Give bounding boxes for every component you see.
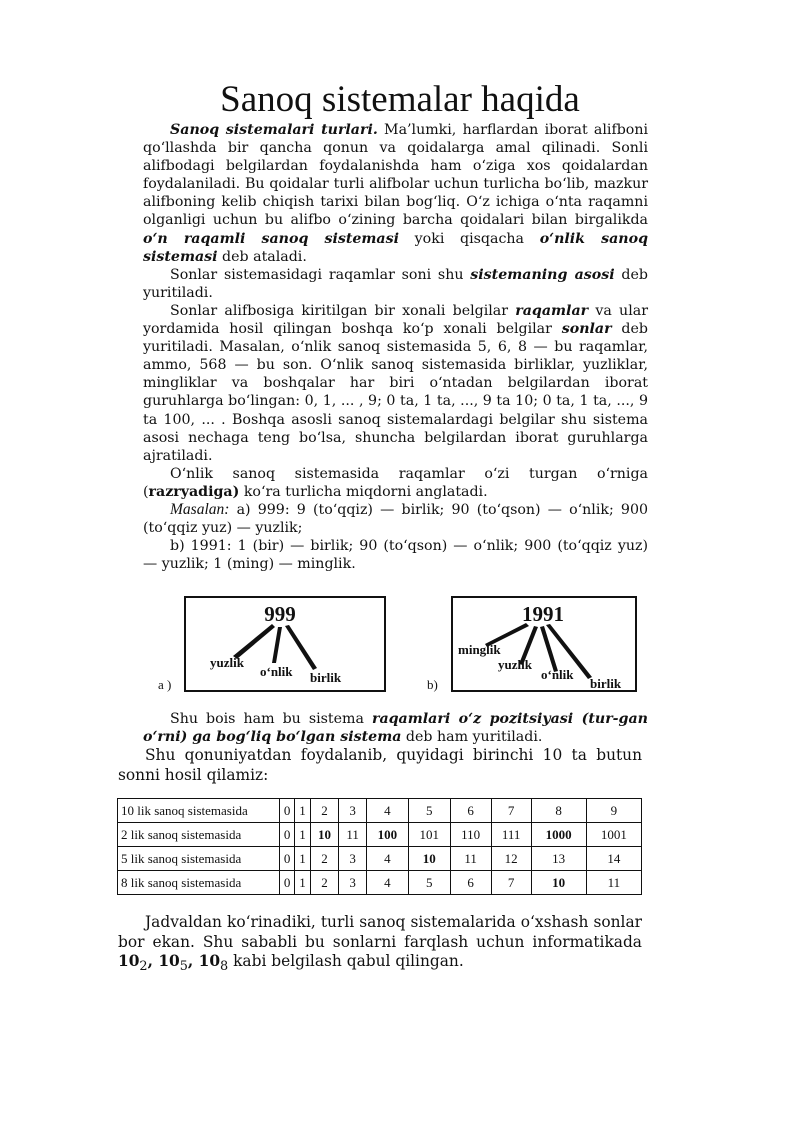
table-cell: 11 bbox=[450, 847, 491, 871]
table-cell: 6 bbox=[450, 799, 491, 823]
term-highlight: o‘n raqamli sanoq sistemasi bbox=[143, 230, 399, 247]
paragraph-5 bbox=[143, 501, 648, 537]
text-run: Sonlar alifbosiga kiritilgan bir xonali belgilar bbox=[170, 302, 516, 319]
table-cell: 14 bbox=[586, 847, 641, 871]
table-cell: 2 bbox=[310, 799, 339, 823]
table-cell: 1000 bbox=[531, 823, 586, 847]
section-heading: Sanoq sistemalari turlari. bbox=[170, 122, 378, 138]
text-run: O‘nlik sanoq sistemasida raqamlar o‘zi turgan o‘rniga ( bbox=[143, 465, 648, 500]
text-run: va ular yordamida hosil qilingan boshqa ko‘p xonali belgilar bbox=[143, 302, 648, 338]
table-cell: 10 bbox=[310, 823, 339, 847]
term-highlight: sonlar bbox=[561, 321, 612, 338]
term-highlight: o‘nlik sanoq sistemasi bbox=[143, 230, 648, 265]
table-row-label: 8 lik sanoq sistemasida bbox=[118, 871, 280, 895]
figure-a-label-yuzlik: yuzlik bbox=[210, 655, 244, 670]
table-row bbox=[118, 799, 642, 823]
paragraph-4 bbox=[143, 465, 648, 501]
text-run: yoki qisqacha bbox=[399, 230, 540, 247]
table-cell: 2 bbox=[310, 847, 339, 871]
text-run: deb ataladi. bbox=[217, 248, 307, 265]
table-row bbox=[118, 823, 642, 847]
table-cell: 10 bbox=[531, 871, 586, 895]
notation-base: 2 bbox=[139, 959, 148, 975]
paragraph-9 bbox=[118, 913, 642, 977]
figure-a-box bbox=[184, 596, 386, 692]
table-cell: 0 bbox=[280, 823, 295, 847]
paragraph-2 bbox=[143, 266, 648, 302]
notation-number: 10 bbox=[118, 952, 140, 970]
figure-a-number: 999 bbox=[264, 602, 296, 626]
term-highlight: sistemaning asosi bbox=[470, 266, 615, 283]
table-row bbox=[118, 847, 642, 871]
table-cell: 1 bbox=[295, 871, 310, 895]
text-run: deb ham yuritiladi. bbox=[401, 729, 543, 746]
paragraph-6 bbox=[143, 537, 648, 573]
body-text-bottom bbox=[118, 913, 642, 977]
table-cell: 110 bbox=[450, 823, 491, 847]
table-cell: 4 bbox=[366, 799, 408, 823]
table-cell: 4 bbox=[366, 871, 408, 895]
example-label: Masalan: bbox=[170, 500, 230, 518]
table-cell: 101 bbox=[408, 823, 450, 847]
text-run: Ma’lumki, harflardan iborat alifboni qo‘llashda bir qancha qonun va qoidalarga amal qilinadi. Sonli alifbodagi belgilardan foydalanishda ham o‘ziga xos qoidalardan foydalaniladi. Bu qoidalar turli alifbolar uchun turlicha bo‘lib, mazkur alifboning kelib chiqish tarixi bilan bog‘liq. O‘z ichiga o‘nta raqamni olganligi uchun bu alifbo o‘zining barcha qoidalari bilan birgalikda bbox=[143, 122, 648, 229]
notation-number: 10 bbox=[198, 952, 221, 970]
table-cell: 111 bbox=[491, 823, 531, 847]
figure-b-label-yuzlik: yuzlik bbox=[498, 657, 532, 672]
paragraph-3 bbox=[143, 302, 648, 465]
figure-a-label-onlik: o‘nlik bbox=[260, 664, 293, 679]
table-cell: 0 bbox=[280, 871, 295, 895]
table-row-label: 2 lik sanoq sistemasida bbox=[118, 823, 280, 847]
table-cell: 1001 bbox=[586, 823, 641, 847]
figure-a-label-birlik: birlik bbox=[310, 670, 342, 685]
table-cell: 1 bbox=[295, 847, 310, 871]
table-cell: 9 bbox=[586, 799, 641, 823]
paragraph-8 bbox=[118, 746, 642, 785]
table-cell: 5 bbox=[408, 799, 450, 823]
figure-b-caption: b) bbox=[427, 677, 438, 692]
table-cell: 3 bbox=[339, 799, 367, 823]
notation-base: 8 bbox=[220, 959, 229, 975]
table-cell: 100 bbox=[366, 823, 408, 847]
table-cell: 12 bbox=[491, 847, 531, 871]
text-run: Sonlar sistemasidagi raqamlar soni shu bbox=[170, 266, 471, 283]
table-cell: 13 bbox=[531, 847, 586, 871]
table-cell: 10 bbox=[408, 847, 450, 871]
table-cell: 0 bbox=[280, 847, 295, 871]
text-run: deb yuritiladi. bbox=[143, 266, 648, 301]
term-highlight: raqamlari o‘z pozitsiyasi (tur-gan o‘rni) ga bog‘liq bo‘lgan sistema bbox=[143, 711, 648, 746]
term-highlight: razryadiga) bbox=[148, 483, 240, 500]
paragraph-1 bbox=[143, 121, 648, 266]
table-cell: 7 bbox=[491, 871, 531, 895]
figure-a-caption: a ) bbox=[158, 677, 172, 692]
arrow-onlik bbox=[272, 627, 282, 663]
text-run: deb yuritiladi. Masalan, o‘nlik sanoq sistemasida 5, 6, 8 — bu raqamlar, ammo, 568 — bu son. O‘nlik sanoq sistemasida birliklar, yuzliklar, mingliklar va boshqalar har biri o‘ntadan belgilardan iborat guruhlarga bo‘lingan: 0, 1, ... , 9; 0 ta, 1 ta, ..., 9 ta 10; 0 ta, 1 ta, ..., 9 ta 100, ... . Boshqa asosli sanoq sistemalardagi belgilar shu sistema asosi nechaga teng bo‘lsa, shuncha belgilardan iborat guruhlarga ajratiladi. bbox=[143, 321, 648, 464]
body-text-top bbox=[143, 121, 648, 573]
table-cell: 11 bbox=[339, 823, 367, 847]
body-text-middle bbox=[143, 710, 648, 746]
table-row bbox=[118, 871, 642, 895]
paragraph-7 bbox=[143, 710, 648, 746]
table-cell: 1 bbox=[295, 823, 310, 847]
notation-separator: , bbox=[187, 952, 199, 970]
text-run: a) 999: 9 (to‘qqiz) — birlik; 90 (to‘qson) — o‘nlik; 900 (to‘qqiz yuz) — yuzlik; bbox=[143, 501, 648, 537]
body-text-intro-table bbox=[118, 746, 642, 785]
text-run: Shu bois ham bu sistema bbox=[170, 711, 372, 727]
notation-number: 10 bbox=[158, 952, 180, 970]
number-systems-table bbox=[117, 798, 642, 895]
term-highlight: raqamlar bbox=[515, 302, 589, 319]
figure-b-box bbox=[451, 596, 637, 692]
text-run: Jadvaldan ko‘rinadiki, turli sanoq sistemalarida o‘xshash sonlar bor ekan. Shu sababli bu sonlarni farqlash uchun informatikada bbox=[118, 913, 642, 951]
text-run: b) 1991: 1 (bir) — birlik; 90 (to‘qson) — o‘nlik; 900 (to‘qqiz yuz) — yuzlik; 1 (ming) — minglik. bbox=[143, 538, 648, 573]
table-row-label: 5 lik sanoq sistemasida bbox=[118, 847, 280, 871]
notation-separator: , bbox=[147, 952, 159, 970]
table-cell: 2 bbox=[310, 871, 339, 895]
text-run: Shu qonuniyatdan foydalanib, quyidagi birinchi 10 ta butun sonni hosil qilamiz: bbox=[118, 746, 642, 784]
table-cell: 11 bbox=[586, 871, 641, 895]
table-cell: 6 bbox=[450, 871, 491, 895]
figure-b-number: 1991 bbox=[522, 602, 564, 626]
arrow-yuzlik bbox=[233, 624, 275, 659]
figure-b-label-onlik: o‘nlik bbox=[541, 667, 574, 682]
table-cell: 4 bbox=[366, 847, 408, 871]
text-run: kabi belgilash qabul qilingan. bbox=[228, 952, 464, 970]
page-title: Sanoq sistemalar haqida bbox=[220, 79, 580, 120]
table-cell: 8 bbox=[531, 799, 586, 823]
table-cell: 0 bbox=[280, 799, 295, 823]
notation-base: 5 bbox=[179, 959, 188, 975]
figure-b-label-birlik: birlik bbox=[590, 676, 622, 691]
table-cell: 1 bbox=[295, 799, 310, 823]
table-cell: 5 bbox=[408, 871, 450, 895]
text-run: ko‘ra turlicha miqdorni anglatadi. bbox=[239, 483, 488, 500]
table-cell: 3 bbox=[339, 871, 367, 895]
table-row-label: 10 lik sanoq sistemasida bbox=[118, 799, 280, 823]
figure-b-label-minglik: minglik bbox=[458, 642, 501, 657]
table-cell: 3 bbox=[339, 847, 367, 871]
table-cell: 7 bbox=[491, 799, 531, 823]
